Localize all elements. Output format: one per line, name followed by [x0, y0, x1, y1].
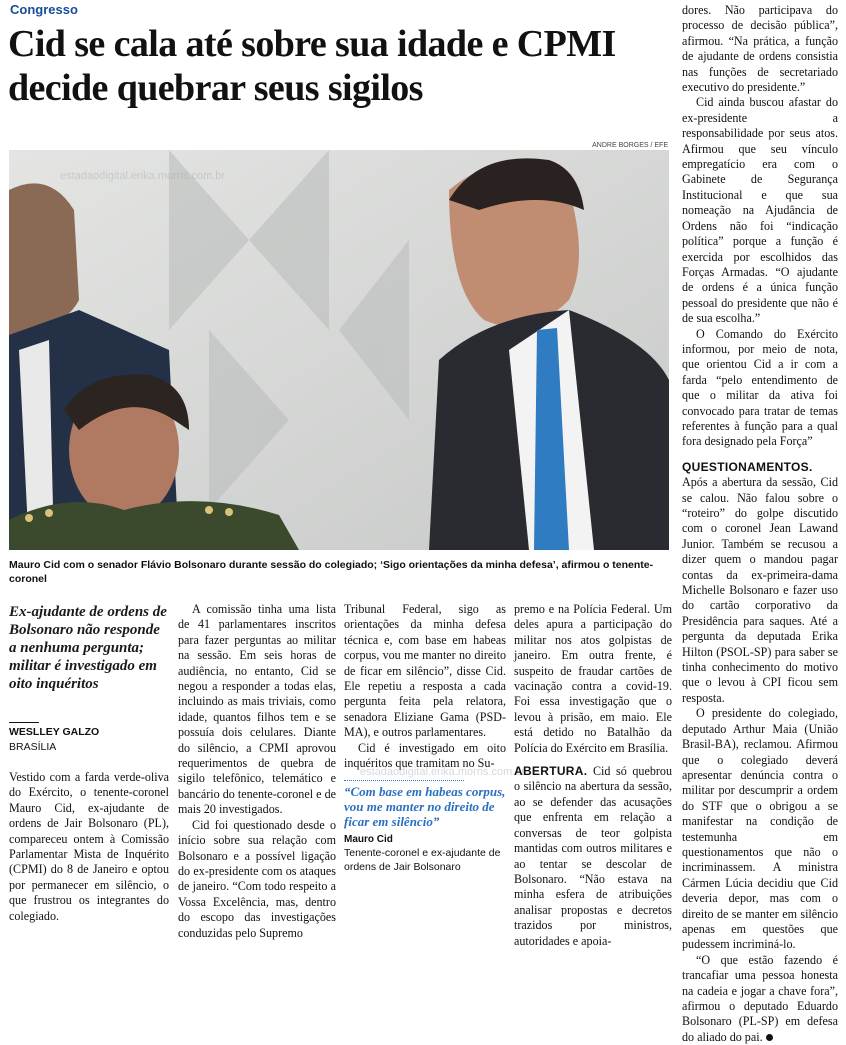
pull-quote-author: Mauro Cid [344, 834, 393, 845]
column-5 [682, 3, 838, 1045]
pull-quote-text: “Com base em habeas corpus, vou me manter no direito de ficar em silêncio” [344, 784, 506, 829]
section-tag: Congresso [10, 2, 78, 17]
byline-divider [9, 722, 39, 723]
section-kicker: ABERTURA. [514, 764, 588, 779]
column-3 [344, 602, 506, 771]
article-deck: Ex-ajudante de ordens de Bolsonaro não responde a nenhuma pergunta; militar é investigado em oito inquéritos [9, 604, 167, 692]
paragraph: Vestido com a farda verde-oliva do Exército, o tenente-coronel Mauro Cid, ex-ajudante de ordens de Jair Bolsonaro (PL), compareceu ontem à Comissão Parlamentar Mista de Inquérito (CPMI) do 8 de Janeiro e optou por permanecer em silêncio, o que frustrou os integrantes do colegiado. [9, 770, 169, 923]
paragraph: Cid foi questionado desde o início sobre sua relação com Bolsonaro e a possível ligação do ex-presidente com os ataques de janeiro. “Com todo respeito a Vossa Excelência, mas, dentro do escopo das investigações conduzidas pelo Supremo [178, 817, 336, 940]
byline-dateline: BRASÍLIA [9, 741, 57, 753]
pull-quote [344, 784, 506, 874]
paragraph [682, 953, 838, 1045]
byline-author: WESLLEY GALZO [9, 726, 100, 738]
paragraph: O presidente do colegiado, deputado Arthur Maia (União Brasil-BA), reclamou. Afirmou que o colegiado deverá apresentar denúncia contra o militar por descumprir a ordem do STF que o obrigou a se manifestar na condição de testemunha em questionamentos que não o incriminassem. A ministra Cármen Lúcia decidiu que Cid deveria depor, mas com o direito de se manter em silêncio apenas em questões que pudessem incriminá-lo. [682, 706, 838, 952]
column-1 [9, 770, 169, 924]
watermark: estadaodigital.erika.morris.com.br [360, 766, 526, 778]
paragraph-text: “O que estão fazendo é trancafiar uma pessoa honesta na cadeia e jogar a chave fora”, afirmou o deputado Eduardo Bolsonaro (PL-SP) em defesa do aliado do pai. [682, 952, 838, 1044]
pull-quote-role: Tenente-coronel e ex-ajudante de ordens de Jair Bolsonaro [344, 847, 501, 873]
paragraph: premo e na Polícia Federal. Um deles apura a participação do militar nos atos golpistas de janeiro. Em outra frente, é suspeito de fraudar cartões de vacinação contra a covid-19. Foi essa investigação que o levou à prisão, em maio. Ele está detido no Batalhão da Polícia do Exército em Brasília. [514, 602, 672, 755]
watermark: estadaodigital.erika.morris.com.br [60, 170, 226, 182]
paragraph: Tribunal Federal, sigo as orientações da minha defesa técnica e, com base em habeas corpus, vou me manter no direito de ficar em silêncio”, disse Cid. Ele repetiu a resposta a cada pergunta feita pela relatora, senadora Eliziane Gama (PSD-MA), e outros parlamentares. [344, 602, 506, 740]
photo-caption: Mauro Cid com o senador Flávio Bolsonaro durante sessão do colegiado; ‘Sigo orientações da minha defesa’, afirmou o tenente-coronel [9, 559, 654, 585]
photo-credit: ANDRE BORGES / EFE [592, 142, 668, 149]
photo-illustration [9, 150, 669, 550]
paragraph-text: Após a abertura da sessão, Cid se calou. Não falou sobre o “roteiro” do golpe discutido com o coronel Jean Lawand Junior. Também se recusou a dizer quem o mandou pagar contas da ex-primeira-dama Michelle Bolsonaro e fazer uso do cartão corporativo da Presidência para saques. Até a pergunta da deputada Erika Hilton (PSOL-SP) para saber se tinha conhecimento do motivo que o levou à CPI ficou sem resposta. [682, 475, 838, 705]
headline: Cid se cala até sobre sua idade e CPMI decide quebrar seus sigilos [8, 23, 616, 109]
paragraph: A comissão tinha uma lista de 41 parlamentares inscritos para fazer perguntas ao militar na sessão. Em seis horas de audiência, no entanto, Cid se negou a responder a todas elas, incluindo as mais triviais, como idade, quantos filhos tem e se possuía dois celulares. Diante do silêncio, a CPMI aprovou requerimentos de quebra de sigilo telefônico, telemático e bancário do tenente-coronel e de mais 20 investigados. [178, 602, 336, 817]
section-paragraph [514, 764, 672, 949]
column-2 [178, 602, 336, 941]
paragraph: O Comando do Exército informou, por meio de nota, que orientou Cid a ir com a farda “pelo entendimento de que o militar da ativa foi convocado para tratar de temas referentes à função para a qual fora designado pela Força” [682, 326, 838, 449]
column-4 [514, 602, 672, 949]
section-kicker: QUESTIONAMENTOS. [682, 459, 813, 474]
paragraph: Cid é investigado em oito inquéritos que tramitam no Su- [344, 740, 506, 771]
section-paragraph [682, 460, 838, 707]
paragraph: Cid ainda buscou afastar do ex-presidente a responsabilidade por seus atos. Afirmou que seu vínculo empregatício era com o Gabinete de Segurança Institucional e que sua nomeação na Ajudância de Ordens não foi “indicação política” porque a função é exercida por escolhidos das Forças Armadas. “O ajudante de ordens é a única função pessoal do presidente que não é de sua escolha.” [682, 95, 838, 326]
quote-divider [344, 780, 464, 781]
end-of-article-icon [766, 1034, 773, 1041]
paragraph-text: Cid só quebrou o silêncio na abertura da sessão, ao se defender das acusações que enfrenta em relação a conversas de teor golpista mantidas com outros militares e ao tentar se descolar de Bolsonaro. “Não estava na minha esfera de atribuições analisar propostas e decretos trazidos por ministros, autoridades e apoia- [514, 764, 672, 948]
news-photo [9, 150, 669, 550]
paragraph: dores. Não participava do processo de decisão pública”, afirmou. “Na prática, a função de ajudante de ordens consistia nas funções de secretariado executivo do presidente.” [682, 3, 838, 95]
